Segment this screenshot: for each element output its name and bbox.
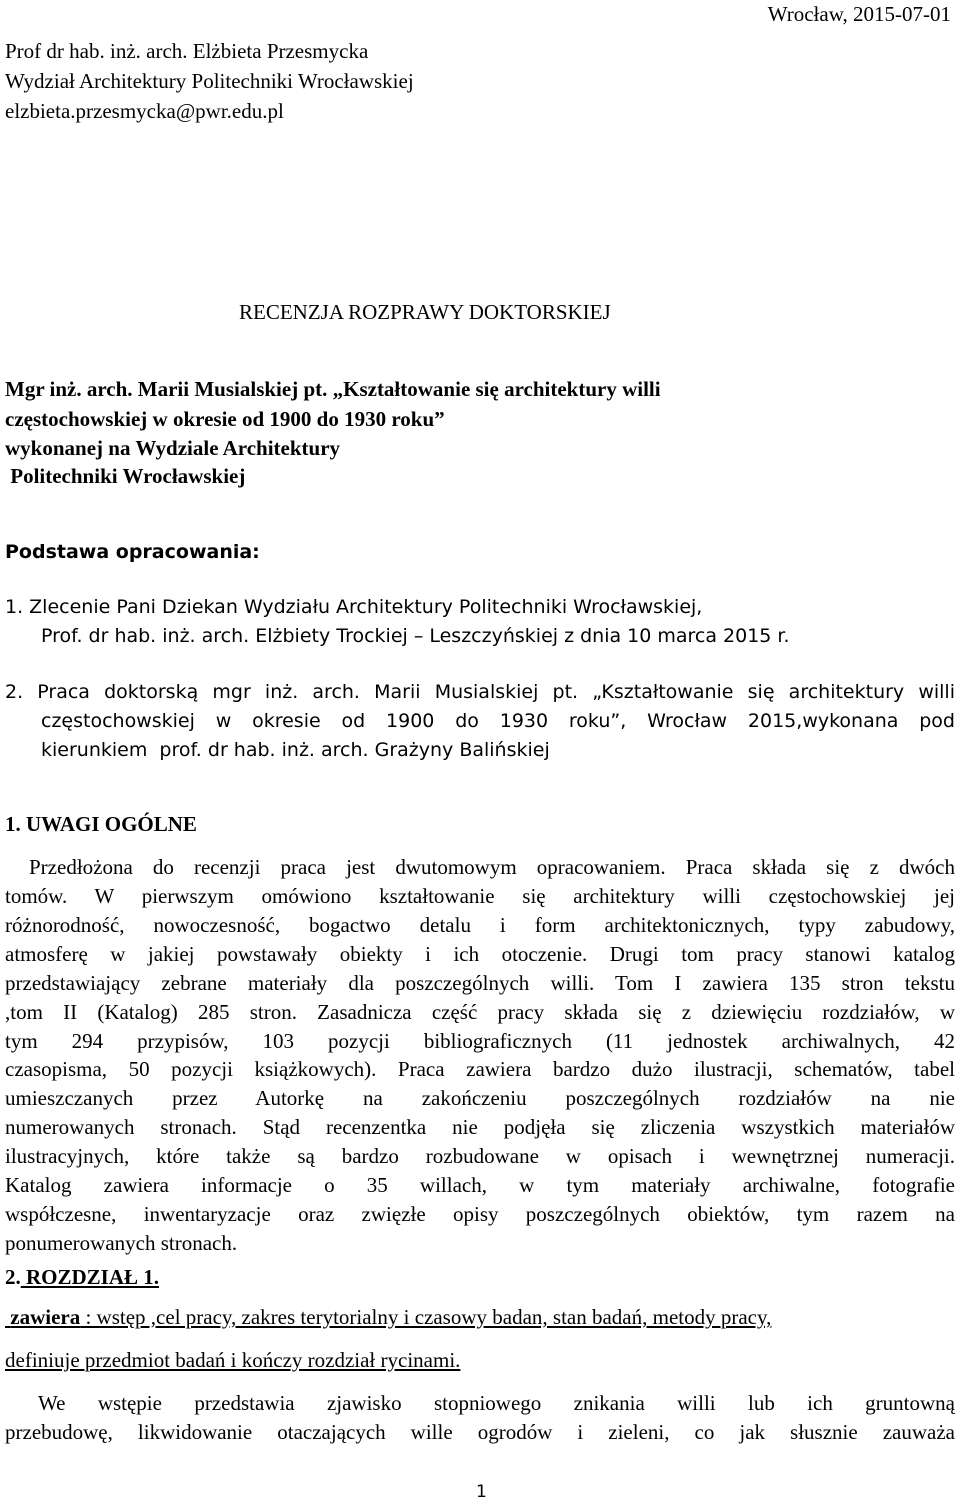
author-name: Prof dr hab. inż. arch. Elżbieta Przesmycka [5,39,369,63]
subject-line-2: częstochowskiej w okresie od 1900 do 1930 roku” [5,407,445,431]
section-1-line-3: różnorodność, nowoczesność, bogactwo detalu i form architektonicznych, typy zabudowy, [5,913,955,937]
section-1-line-7: tym 294 przypisów, 103 pozycji bibliograficznych (11 jednostek archiwalnych, 42 [5,1029,955,1053]
basis-item-2-line-2: częstochowskiej w okresie od 1900 do 1930 roku”, Wrocław 2015,wykonana pod [41,710,955,732]
section-2-contents-line-2: definiuje przedmiot badań i kończy rozdział rycinami. [5,1348,461,1372]
section-1-line-2: tomów. W pierwszym omówiono kształtowanie się architektury willi częstochowskiej jej [5,884,955,908]
section-2-paragraph-line-1: We wstępie przedstawia zjawisko stopniowego znikania willi lub ich gruntowną [38,1391,955,1415]
basis-item-2-line-3: kierunkiem prof. dr hab. inż. arch. Grażyny Balińskiej [41,739,550,761]
section-1-line-10: numerowanych stronach. Stąd recenzentka nie podjęła się zliczenia wszystkich materiałów [5,1115,955,1139]
section-1-line-14: ponumerowanych stronach. [5,1231,238,1255]
section-2-contents-text: : wstęp ,cel pracy, zakres terytorialny i czasowy badan, stan badań, metody pracy, [80,1305,772,1329]
document-title: RECENZJA ROZPRAWY DOKTORSKIEJ [239,300,611,324]
section-2-contents-line-1 [5,1303,771,1332]
section-2-contents-label: zawiera [10,1305,81,1329]
section-1-line-12: Katalog zawiera informacje o 35 willach, w tym materiały archiwalne, fotografie [5,1173,955,1197]
section-2-paragraph-line-2: przebudowę, likwidowanie otaczających wille ogrodów i zieleni, co jak słusznie zauważa [5,1420,955,1444]
section-1-line-1: Przedłożona do recenzji praca jest dwutomowym opracowaniem. Praca składa się z dwóch [29,855,955,879]
section-1-line-4: atmosferę w jakiej powstawały obiekty i ich otoczenie. Drugi tom pracy stanowi katalog [5,942,955,966]
section-1-line-6: ,tom II (Katalog) 285 stron. Zasadnicza część pracy składa się z dziewięciu rozdziałów, w [5,1000,955,1024]
basis-item-1-line-2: Prof. dr hab. inż. arch. Elżbiety Trockiej – Leszczyńskiej z dnia 10 marca 2015 r. [41,625,790,647]
basis-heading: Podstawa opracowania: [5,541,260,563]
section-1-line-9: umieszczanych przez Autorkę na zakończeniu poszczególnych rozdziałów na nie [5,1086,955,1110]
author-email: elzbieta.przesmycka@pwr.edu.pl [5,99,284,123]
subject-line-1: Mgr inż. arch. Marii Musialskiej pt. „Kształtowanie się architektury willi [5,377,661,401]
section-2-heading-number: 2. [5,1265,21,1289]
section-2-heading [5,1263,159,1292]
section-2-heading-text: ROZDZIAŁ 1. [20,1265,160,1289]
author-faculty: Wydział Architektury Politechniki Wrocławskiej [5,69,414,93]
subject-line-4: Politechniki Wrocławskiej [5,464,246,488]
section-1-line-11: ilustracyjnych, które także są bardzo rozbudowane w opisach i wewnętrznej numeracji. [5,1144,955,1168]
document-date: Wrocław, 2015-07-01 [767,2,951,26]
section-1-line-5: przedstawiający zebrane materiały dla poszczególnych willi. Tom I zawiera 135 stron tekstu [5,971,955,995]
section-1-line-13: współczesne, inwentaryzacje oraz zwięzłe opisy poszczególnych obiektów, tym razem na [5,1202,955,1226]
basis-item-1-line-1: 1. Zlecenie Pani Dziekan Wydziału Architektury Politechniki Wrocławskiej, [5,596,703,618]
subject-line-3: wykonanej na Wydziale Architektury [5,436,341,460]
page-number: 1 [476,1482,487,1502]
section-1-line-8: czasopisma, 50 pozycji książkowych). Praca zawiera bardzo dużo ilustracji, schematów, tabel [5,1057,955,1081]
basis-item-2-line-1: 2. Praca doktorską mgr inż. arch. Marii Musialskiej pt. „Kształtowanie się architektury willi [5,681,955,703]
section-1-heading: 1. UWAGI OGÓLNE [5,812,197,836]
